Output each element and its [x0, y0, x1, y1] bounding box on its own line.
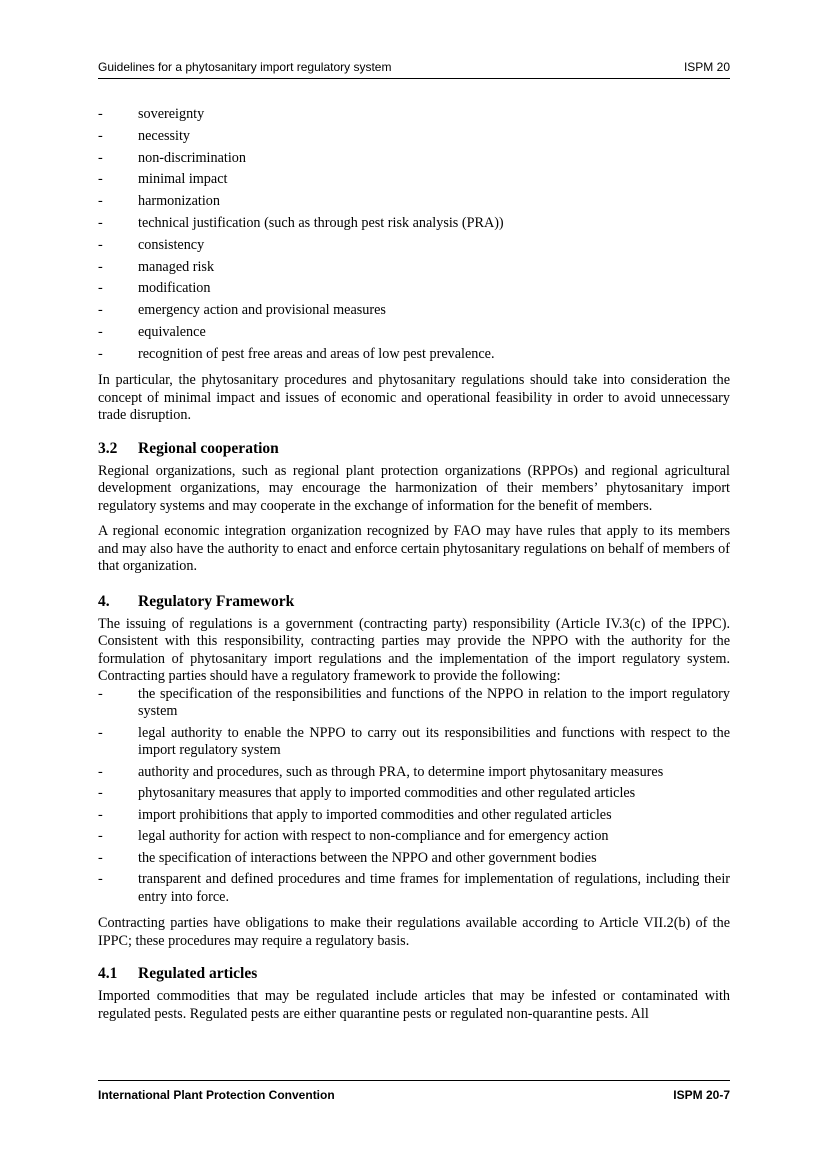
list-item-text: managed risk [138, 258, 215, 275]
list-item-text: minimal impact [138, 171, 228, 188]
list-item [98, 106, 730, 124]
section-heading-4-1: 4.1 Regulated articles [98, 965, 258, 983]
list-item-text: the specification of the responsibilities and functions of the NPPO in relation to the import regulatory system [138, 685, 730, 720]
list-item [98, 764, 730, 782]
list-item [98, 171, 730, 189]
list-bullet: - [98, 258, 103, 275]
page-header [98, 58, 730, 79]
list-item [98, 346, 730, 364]
list-item [98, 725, 730, 760]
page-body [98, 106, 730, 1031]
list-item [98, 237, 730, 255]
list-item-text: consistency [138, 236, 205, 253]
paragraph: Contracting parties have obligations to make their regulations available according to Article VII.2(b) of the IPPC; these procedures may require a regulatory basis. [98, 915, 730, 949]
list-item-text: modification [138, 280, 211, 297]
paragraph: A regional economic integration organization recognized by FAO may have rules that apply to its members and may also have the authority to enact and enforce certain phytosanitary regulations on behalf of members of that organization. [98, 523, 730, 575]
list-bullet: - [98, 171, 103, 188]
page-footer [98, 1080, 730, 1107]
list-bullet: - [98, 785, 103, 802]
list-item [98, 850, 730, 868]
footer-page-number: ISPM 20-7 [673, 1088, 730, 1102]
list-item-text: sovereignty [138, 106, 205, 122]
list-bullet: - [98, 345, 103, 362]
list-bullet: - [98, 193, 103, 210]
list-bullet: - [98, 106, 103, 122]
paragraph: In particular, the phytosanitary procedures and phytosanitary regulations should take into consideration the concept of minimal impact and issues of economic and operational feasibility in order to avoid unnecessary trade disruption. [98, 372, 730, 424]
list-bullet: - [98, 302, 103, 319]
list-item [98, 128, 730, 146]
list-item-text: phytosanitary measures that apply to imported commodities and other regulated articles [138, 785, 636, 802]
list-item [98, 280, 730, 298]
list-item-text: emergency action and provisional measures [138, 302, 386, 319]
list-item [98, 828, 730, 846]
list-item [98, 259, 730, 277]
list-item-text: the specification of interactions between the NPPO and other government bodies [138, 849, 597, 866]
list-bullet: - [98, 871, 103, 888]
list-bullet: - [98, 214, 103, 231]
list-bullet: - [98, 323, 103, 340]
header-title: Guidelines for a phytosanitary import regulatory system [98, 60, 392, 74]
list-item [98, 686, 730, 721]
list-bullet: - [98, 806, 103, 823]
list-item-text: legal authority to enable the NPPO to carry out its responsibilities and functions with respect to the import regulatory system [138, 724, 730, 759]
list-item-text: import prohibitions that apply to imported commodities and other regulated articles [138, 806, 612, 823]
list-item-text: harmonization [138, 193, 220, 210]
list-item-text: transparent and defined procedures and time frames for implementation of regulations, including their entry into force. [138, 871, 730, 905]
list-item-text: legal authority for action with respect to non-compliance and for emergency action [138, 828, 609, 845]
list-item [98, 807, 730, 825]
paragraph: Regional organizations, such as regional plant protection organizations (RPPOs) and regional agricultural development organizations, may encourage the harmonization of their members’ phytosanitary import regulatory systems and may cooperate in the exchange of information for the benefit of members. [98, 462, 730, 514]
list-bullet: - [98, 236, 103, 253]
header-standard-id: ISPM 20 [683, 60, 730, 74]
framework-list [98, 686, 730, 907]
list-item-text: recognition of pest free areas and areas of low pest prevalence. [138, 345, 495, 362]
paragraph: Imported commodities that may be regulated include articles that may be infested or contaminated with regulated pests. Regulated pests are either quarantine pests or regulated non-quarantine pests. All [98, 988, 730, 1022]
list-item [98, 324, 730, 342]
list-bullet: - [98, 149, 103, 166]
list-item-text: equivalence [138, 323, 206, 340]
list-item [98, 785, 730, 803]
footer-organization: International Plant Protection Convention [98, 1088, 335, 1102]
principles-list [98, 106, 730, 363]
list-item [98, 302, 730, 320]
list-item [98, 871, 730, 906]
list-item [98, 215, 730, 233]
list-bullet: - [98, 280, 103, 297]
section-heading-3-2: 3.2 Regional cooperation [98, 439, 279, 457]
list-item-text: authority and procedures, such as through PRA, to determine import phytosanitary measures [138, 763, 664, 780]
list-bullet: - [98, 724, 103, 741]
list-bullet: - [98, 828, 103, 845]
list-item [98, 193, 730, 211]
list-item-text: non-discrimination [138, 149, 246, 166]
paragraph: The issuing of regulations is a government (contracting party) responsibility (Article IV.3(c) of the IPPC). Consistent with this responsibility, contracting parties may provide the NPPO with the authority for the formulation of phytosanitary import regulations and the implementation of the import regulatory system. Contracting parties should have a regulatory framework to provide the following: [98, 615, 730, 685]
list-bullet: - [98, 849, 103, 866]
list-item-text: technical justification (such as through pest risk analysis (PRA)) [138, 214, 504, 231]
list-item-text: necessity [138, 127, 191, 144]
list-item [98, 150, 730, 168]
list-bullet: - [98, 763, 103, 780]
list-bullet: - [98, 127, 103, 144]
list-bullet: - [98, 685, 103, 702]
section-heading-4: 4. Regulatory Framework [98, 592, 295, 610]
